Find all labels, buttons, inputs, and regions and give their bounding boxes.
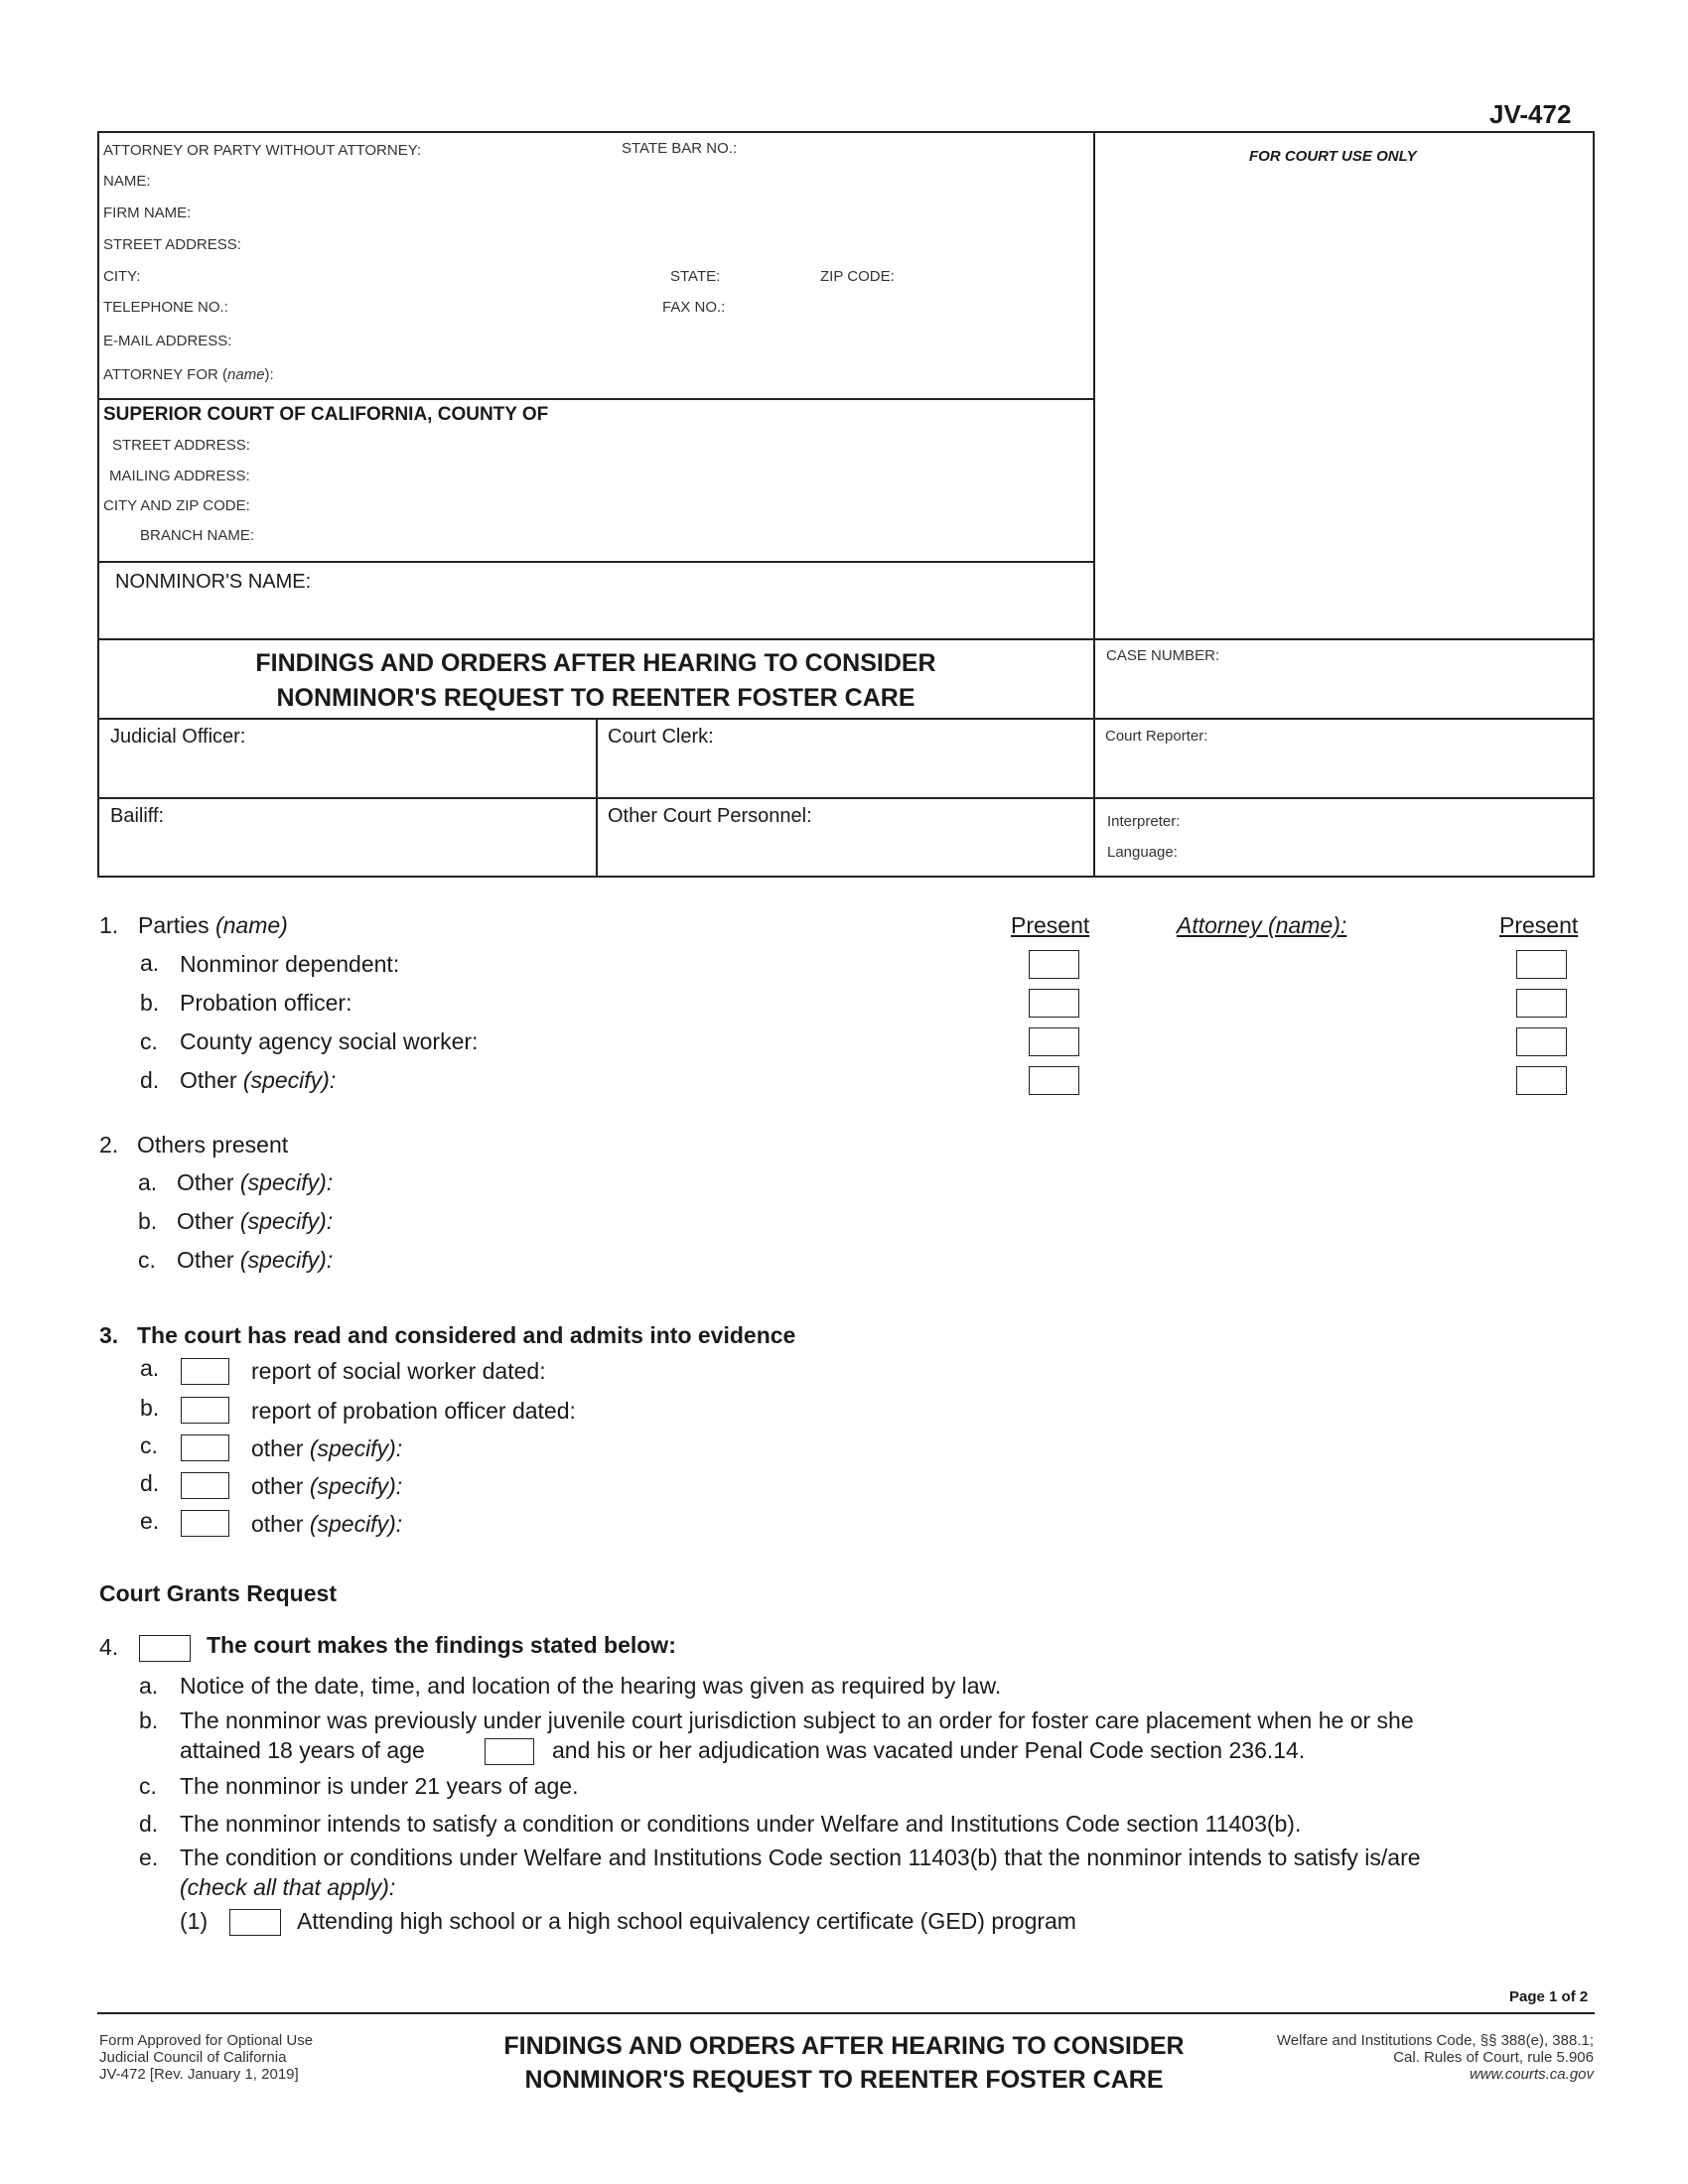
language-label: Language: bbox=[1107, 844, 1178, 861]
attorney-present-checkbox[interactable] bbox=[1516, 989, 1567, 1018]
footer-rule bbox=[97, 2012, 1595, 2014]
other-letter: b. bbox=[138, 1208, 158, 1234]
party-present-checkbox[interactable] bbox=[1029, 989, 1079, 1018]
attorney-present-checkbox[interactable] bbox=[1516, 1066, 1567, 1095]
finding-letter: c. bbox=[139, 1773, 157, 1799]
finding-jurisdiction: The nonminor was previously under juvenile court jurisdiction subject to an order for foster care placement when he or she bbox=[180, 1707, 1414, 1733]
party-letter: c. bbox=[140, 1028, 158, 1054]
evidence-letter: d. bbox=[140, 1470, 160, 1496]
state-bar-label: STATE BAR NO.: bbox=[622, 140, 738, 157]
telephone-label: TELEPHONE NO.: bbox=[103, 299, 228, 316]
evidence-checkbox[interactable] bbox=[181, 1358, 229, 1385]
street-address-label: STREET ADDRESS: bbox=[103, 236, 241, 253]
court-branch-label: BRANCH NAME: bbox=[140, 527, 255, 544]
check-all-note: (check all that apply): bbox=[180, 1874, 396, 1900]
court-city-zip-label: CITY AND ZIP CODE: bbox=[103, 497, 250, 514]
finding-age-18: attained 18 years of age bbox=[180, 1737, 425, 1763]
section1-heading: Parties (name) bbox=[138, 912, 288, 938]
section3-number: 3. bbox=[99, 1322, 119, 1348]
firm-name-label: FIRM NAME: bbox=[103, 205, 192, 221]
findings-checkbox[interactable] bbox=[139, 1635, 191, 1662]
case-number-label: CASE NUMBER: bbox=[1106, 647, 1220, 664]
other-letter: c. bbox=[138, 1247, 156, 1273]
evidence-label: other (specify): bbox=[251, 1435, 403, 1461]
present-column-header-2: Present bbox=[1499, 912, 1579, 938]
finding-notice: Notice of the date, time, and location of the hearing was given as required by law. bbox=[180, 1673, 1002, 1699]
evidence-label: report of probation officer dated: bbox=[251, 1398, 576, 1424]
evidence-checkbox[interactable] bbox=[181, 1397, 229, 1424]
finding-conditions: The condition or conditions under Welfare and Institutions Code section 11403(b) that the nonminor intends to satisfy is/are bbox=[180, 1844, 1421, 1870]
court-use-only-label: FOR COURT USE ONLY bbox=[1249, 148, 1417, 165]
evidence-letter: e. bbox=[140, 1508, 160, 1534]
evidence-letter: c. bbox=[140, 1433, 158, 1458]
other-present-label: Other (specify): bbox=[177, 1208, 334, 1234]
nonminor-name-label: NONMINOR'S NAME: bbox=[115, 571, 312, 593]
section3-heading: The court has read and considered and admits into evidence bbox=[137, 1322, 796, 1348]
party-letter: b. bbox=[140, 990, 160, 1016]
court-street-label: STREET ADDRESS: bbox=[112, 437, 250, 454]
finding-penal-code: and his or her adjudication was vacated under Penal Code section 236.14. bbox=[552, 1737, 1306, 1763]
party-letter: d. bbox=[140, 1067, 160, 1093]
state-label: STATE: bbox=[670, 268, 721, 285]
evidence-label: other (specify): bbox=[251, 1473, 403, 1499]
attorney-column-header: Attorney (name): bbox=[1177, 912, 1347, 938]
court-clerk-label: Court Clerk: bbox=[608, 726, 714, 748]
finding-letter: e. bbox=[139, 1844, 159, 1870]
condition-number: (1) bbox=[180, 1908, 209, 1934]
court-grants-heading: Court Grants Request bbox=[99, 1580, 337, 1606]
court-mailing-label: MAILING ADDRESS: bbox=[109, 468, 250, 484]
finding-under-21: The nonminor is under 21 years of age. bbox=[180, 1773, 579, 1799]
evidence-checkbox[interactable] bbox=[181, 1434, 229, 1461]
finding-letter: d. bbox=[139, 1811, 159, 1837]
other-letter: a. bbox=[138, 1169, 158, 1195]
condition-high-school: Attending high school or a high school equivalency certificate (GED) program bbox=[297, 1908, 1076, 1934]
footer-right: Welfare and Institutions Code, §§ 388(e), 388.1; Cal. Rules of Court, rule 5.906 www.courts.ca.gov bbox=[1172, 2032, 1594, 2083]
courts-website-link[interactable]: www.courts.ca.gov bbox=[1469, 2066, 1594, 2083]
party-label: Nonminor dependent: bbox=[180, 951, 400, 977]
other-personnel-label: Other Court Personnel: bbox=[608, 805, 812, 827]
form-number: JV-472 bbox=[1489, 99, 1572, 129]
section4-heading: The court makes the findings stated below: bbox=[207, 1632, 676, 1658]
attorney-label: ATTORNEY OR PARTY WITHOUT ATTORNEY: bbox=[103, 142, 422, 159]
fax-label: FAX NO.: bbox=[662, 299, 726, 316]
court-title: SUPERIOR COURT OF CALIFORNIA, COUNTY OF bbox=[103, 404, 549, 425]
party-label: Other (specify): bbox=[180, 1067, 337, 1093]
section2-heading: Others present bbox=[137, 1132, 289, 1158]
section1-number: 1. bbox=[99, 912, 119, 938]
party-label: County agency social worker: bbox=[180, 1028, 479, 1054]
court-reporter-label: Court Reporter: bbox=[1105, 728, 1208, 745]
attorney-present-checkbox[interactable] bbox=[1516, 950, 1567, 979]
present-column-header: Present bbox=[1011, 912, 1090, 938]
finding-letter: a. bbox=[139, 1673, 159, 1699]
high-school-checkbox[interactable] bbox=[229, 1909, 281, 1936]
party-present-checkbox[interactable] bbox=[1029, 1027, 1079, 1056]
finding-intends-condition: The nonminor intends to satisfy a condition or conditions under Welfare and Institutions Code section 11403(b). bbox=[180, 1811, 1302, 1837]
evidence-letter: b. bbox=[140, 1395, 160, 1421]
attorney-for-label: ATTORNEY FOR (name): bbox=[103, 366, 274, 383]
email-label: E-MAIL ADDRESS: bbox=[103, 333, 232, 349]
footer-left: Form Approved for Optional Use Judicial Council of California JV-472 [Rev. January 1, 2019] bbox=[99, 2032, 314, 2083]
interpreter-label: Interpreter: bbox=[1107, 813, 1181, 830]
zip-code-label: ZIP CODE: bbox=[820, 268, 895, 285]
party-letter: a. bbox=[140, 950, 160, 976]
name-label: NAME: bbox=[103, 173, 151, 190]
city-label: CITY: bbox=[103, 268, 141, 285]
form-title: FINDINGS AND ORDERS AFTER HEARING TO CONSIDER NONMINOR'S REQUEST TO REENTER FOSTER CARE bbox=[255, 649, 936, 712]
bailiff-label: Bailiff: bbox=[110, 805, 165, 827]
section2-number: 2. bbox=[99, 1132, 119, 1158]
evidence-label: report of social worker dated: bbox=[251, 1358, 546, 1384]
evidence-letter: a. bbox=[140, 1355, 160, 1381]
evidence-checkbox[interactable] bbox=[181, 1472, 229, 1499]
section4-number: 4. bbox=[99, 1634, 119, 1660]
page-number: Page 1 of 2 bbox=[1509, 1988, 1589, 2005]
judicial-officer-label: Judicial Officer: bbox=[110, 726, 246, 748]
party-present-checkbox[interactable] bbox=[1029, 950, 1079, 979]
party-present-checkbox[interactable] bbox=[1029, 1066, 1079, 1095]
evidence-label: other (specify): bbox=[251, 1511, 403, 1537]
other-present-label: Other (specify): bbox=[177, 1247, 334, 1273]
finding-letter: b. bbox=[139, 1707, 159, 1733]
evidence-checkbox[interactable] bbox=[181, 1510, 229, 1537]
party-label: Probation officer: bbox=[180, 990, 352, 1016]
penal-code-checkbox[interactable] bbox=[485, 1738, 534, 1765]
footer-title: FINDINGS AND ORDERS AFTER HEARING TO CONSIDER NONMINOR'S REQUEST TO REENTER FOSTER CARE bbox=[503, 2032, 1185, 2094]
other-present-label: Other (specify): bbox=[177, 1169, 334, 1195]
attorney-present-checkbox[interactable] bbox=[1516, 1027, 1567, 1056]
